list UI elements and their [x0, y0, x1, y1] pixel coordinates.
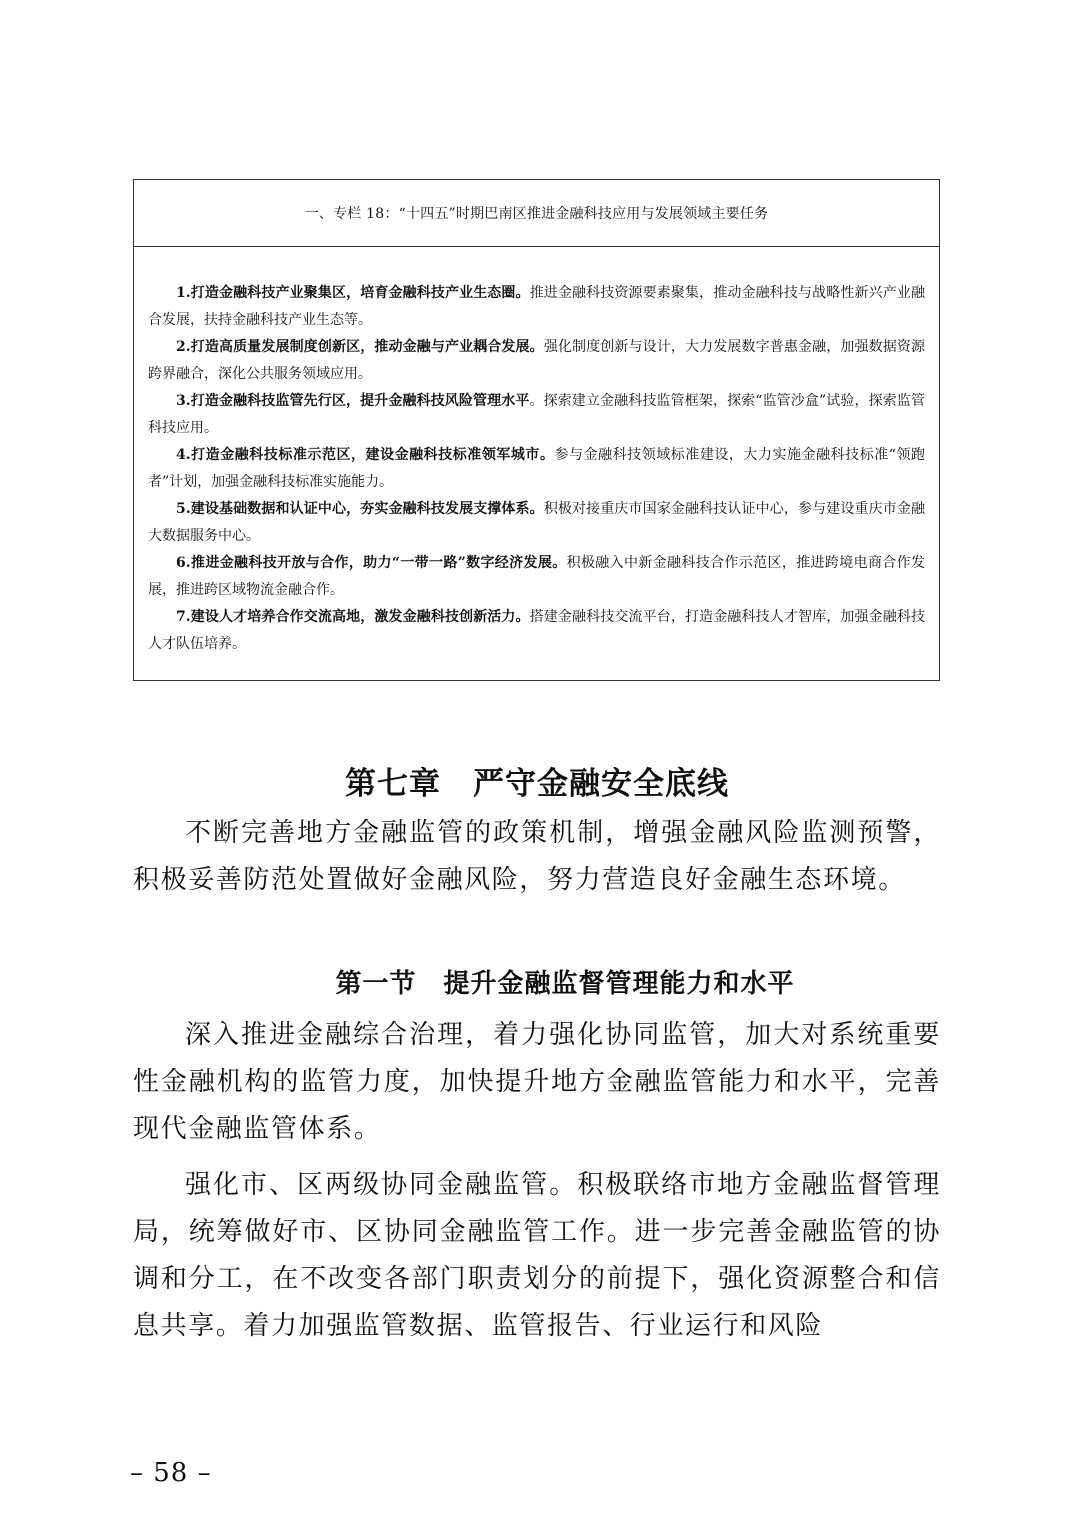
task-item-7	[148, 604, 925, 658]
task-text: 推进金融科技资源要素聚集，推动金融科技与战略性新兴产业融合发展，扶持金融科技产业生态等。	[148, 285, 925, 328]
special-column-box	[133, 179, 940, 681]
task-lead: 7.建设人才培养合作交流高地，激发金融科技创新活力。	[176, 609, 530, 625]
task-lead: 2.打造高质量发展制度创新区，推动金融与产业耦合发展。	[176, 339, 544, 355]
task-lead: 1.打造金融科技产业聚集区，培育金融科技产业生态圈。	[176, 285, 530, 301]
chapter-title: 第七章 严守金融安全底线	[345, 766, 729, 802]
task-text: 积极融入中新金融科技合作示范区，推进跨境电商合作发展，推进跨区域物流金融合作。	[148, 555, 925, 598]
page-number: – 58 –	[130, 1458, 212, 1488]
task-lead: 5.建设基础数据和认证中心，夯实金融科技发展支撑体系。	[176, 501, 544, 517]
task-item-6	[148, 550, 925, 604]
chapter-intro-paragraph: 不断完善地方金融监管的政策机制，增强金融风险监测预警，积极妥善防范处置做好金融风险，努力营造良好金融生态环境。	[133, 818, 941, 895]
task-lead: 6.推进金融科技开放与合作，助力“一带一路”数字经济发展。	[176, 555, 567, 571]
task-item-5	[148, 496, 925, 550]
task-text: 参与金融科技领域标准建设，大力实施金融科技标准“领跑者”计划，加强金融科技标准实施能力。	[148, 447, 925, 490]
task-text: 搭建金融科技交流平台，打造金融科技人才智库，加强金融科技人才队伍培养。	[148, 609, 925, 652]
task-lead: 3.打造金融科技监管先行区，提升金融科技风险管理水平	[176, 393, 530, 409]
section-paragraph-2: 强化市、区两级协同金融监管。积极联络市地方金融监督管理局，统筹做好市、区协同金融监管工作。进一步完善金融监管的协调和分工，在不改变各部门职责划分的前提下，强化资源整合和信息共享。着力加强监管数据、监管报告、行业运行和风险	[133, 1170, 941, 1341]
task-text: 积极对接重庆市国家金融科技认证中心，参与建设重庆市金融大数据服务中心。	[148, 501, 925, 544]
task-lead: 4.打造金融科技标准示范区，建设金融科技标准领军城市。	[176, 447, 555, 463]
task-text: 强化制度创新与设计，大力发展数字普惠金融，加强数据资源跨界融合，深化公共服务领域应用。	[148, 339, 925, 382]
task-text: 。探索建立金融科技监管框架，探索“监管沙盒”试验，探索监管科技应用。	[148, 393, 925, 436]
box-body	[134, 247, 939, 658]
section-title: 第一节 提升金融监督管理能力和水平	[335, 969, 795, 999]
task-item-1	[148, 280, 925, 334]
section-paragraph-1: 深入推进金融综合治理，着力强化协同监管，加大对系统重要性金融机构的监管力度，加快提升地方金融监管能力和水平，完善现代金融监管体系。	[133, 1020, 941, 1144]
box-title: 一、专栏 18：“十四五”时期巴南区推进金融科技应用与发展领域主要任务	[134, 180, 939, 247]
task-item-2	[148, 334, 925, 388]
task-item-4	[148, 442, 925, 496]
task-item-3	[148, 388, 925, 442]
